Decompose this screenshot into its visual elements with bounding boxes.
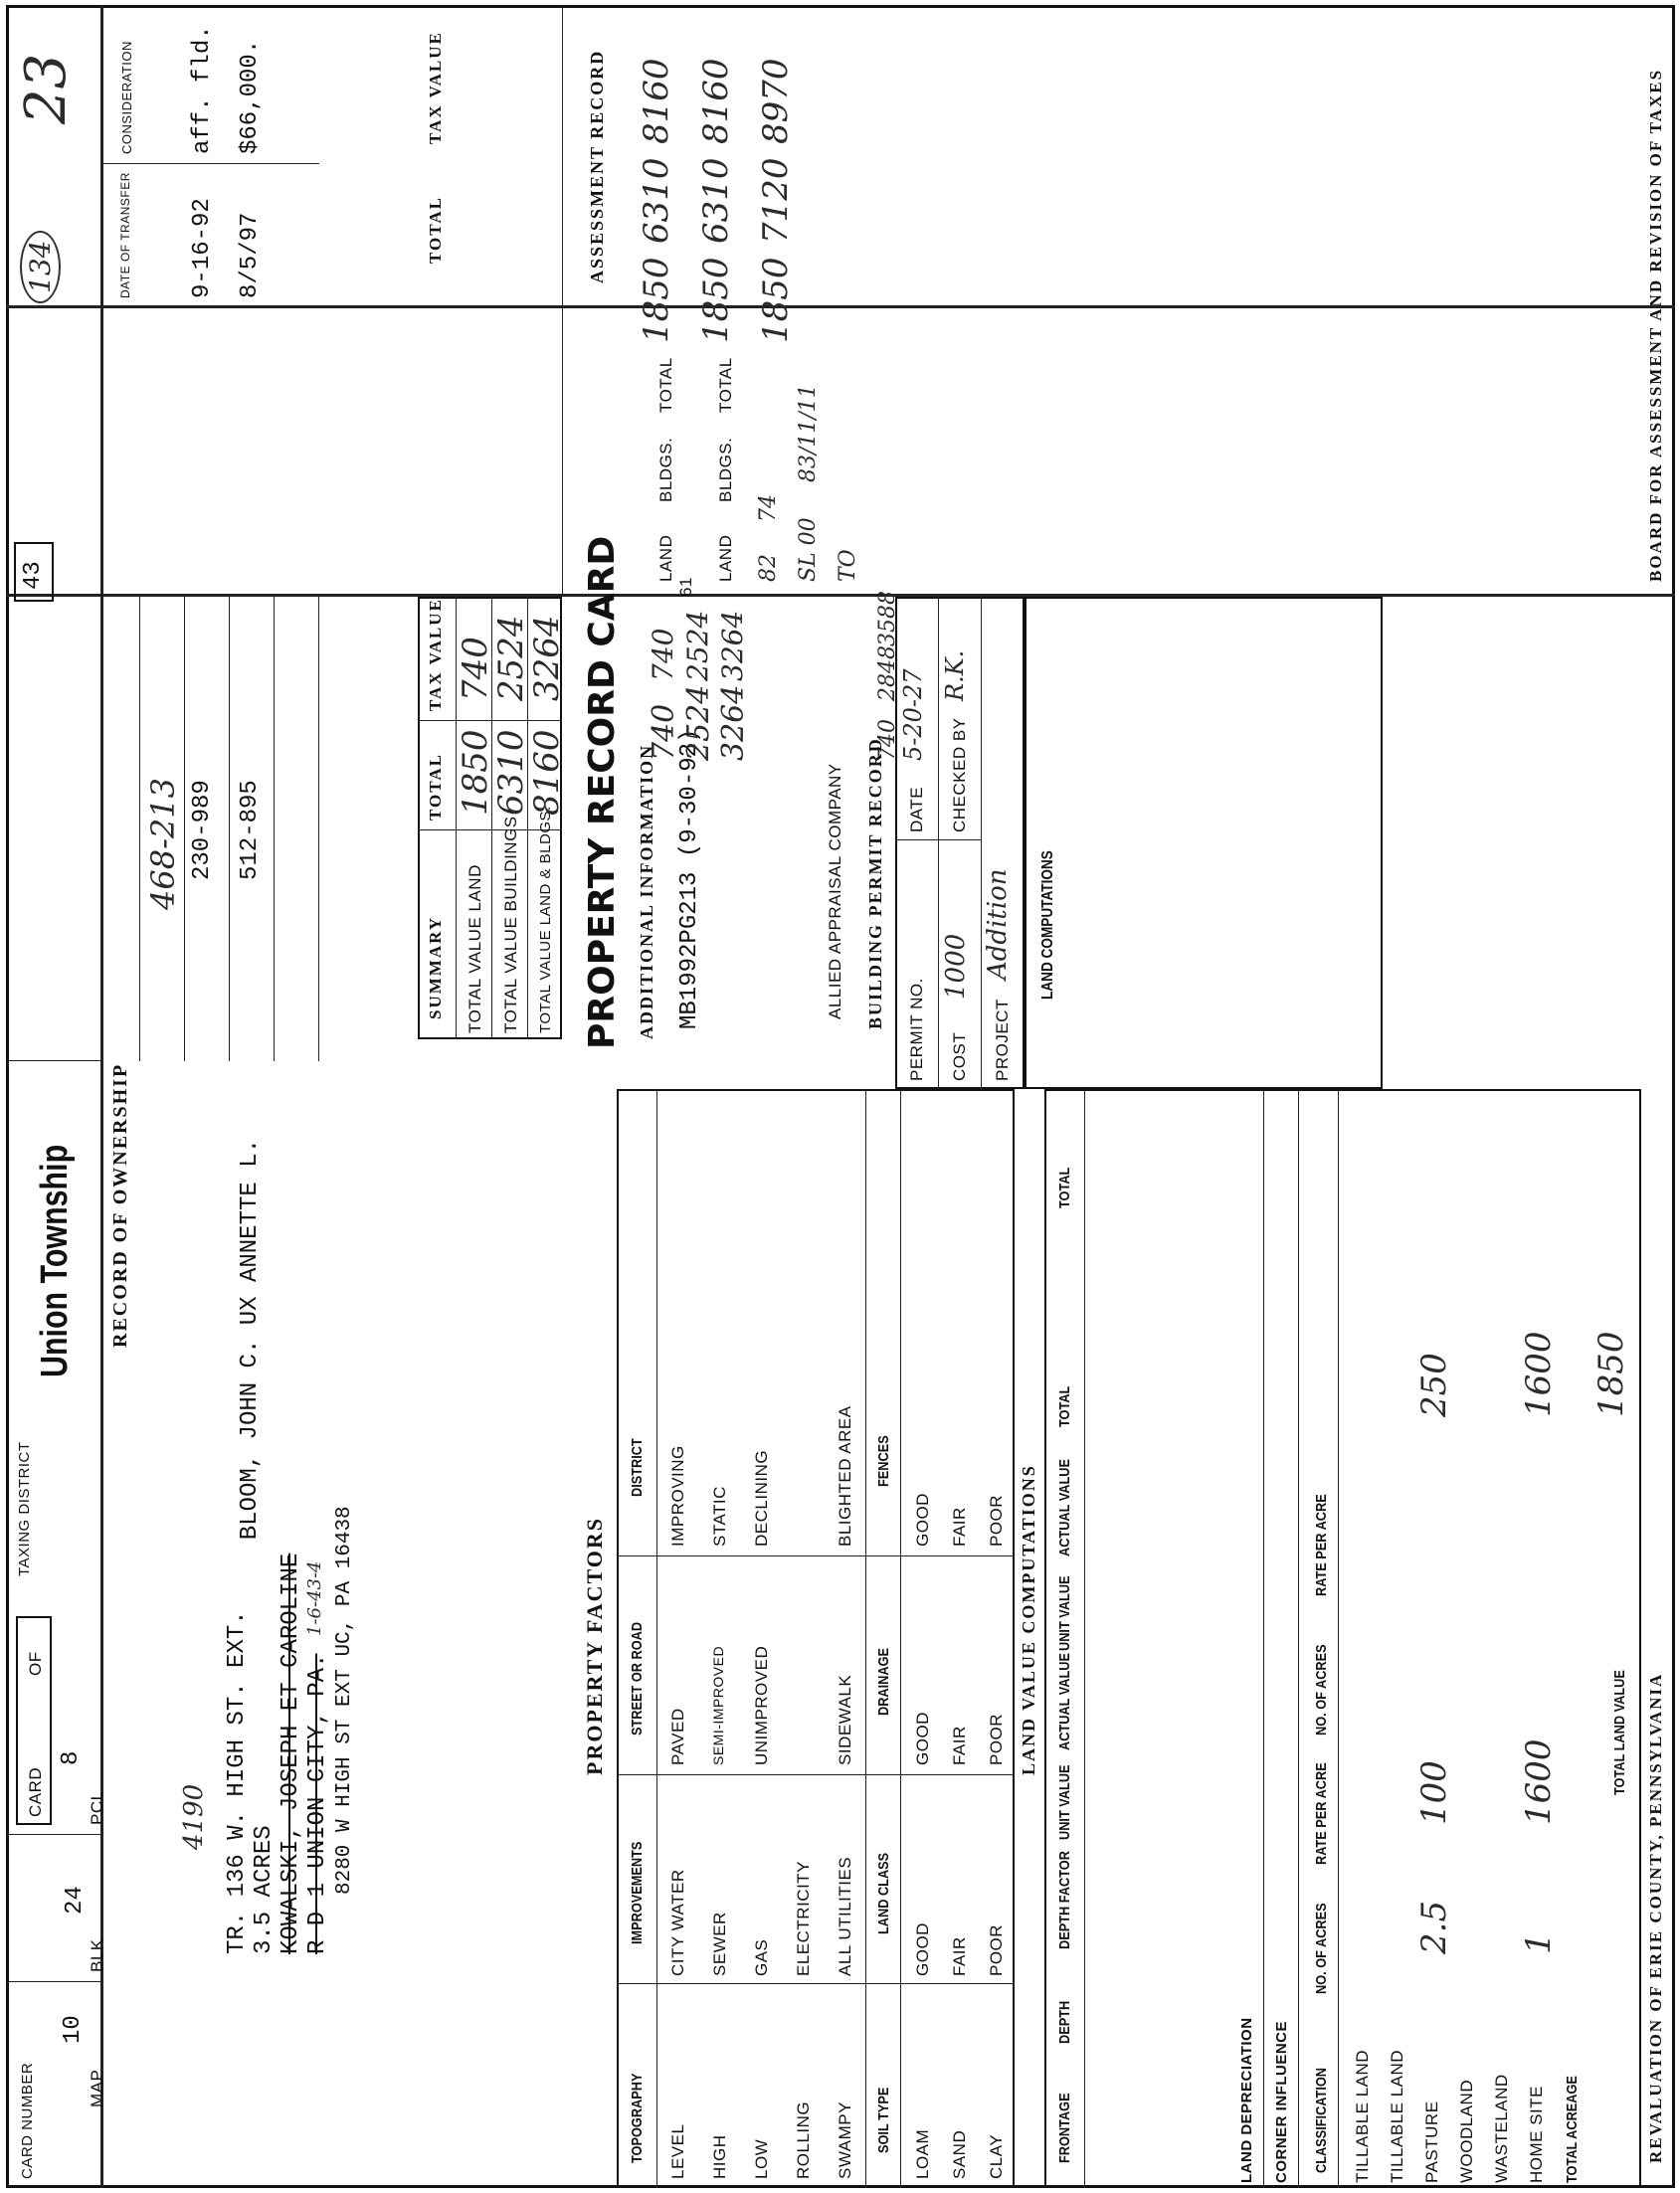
rule [865,1089,866,2188]
lv-col-depth-factor: DEPTH FACTOR [1056,1851,1073,1949]
pcl-value: 8 [58,1750,85,1765]
ownership-date-3: 8/5/97 [237,212,264,298]
topo-rolling: ROLLING [794,2101,813,2179]
owner-line-2: 3.5 ACRES [251,1825,278,1954]
assess-label-total: TOTAL [716,357,735,413]
pc-tax-1: 740 [647,703,681,761]
lv-col-unit-value-2: UNIT VALUE [1056,1575,1073,1651]
right-tax-label: TAX VALUE [426,31,445,144]
assess-year-note-1: 82 [756,554,781,582]
pasture-total: 250 [1414,1353,1454,1417]
soil-type-label: SOIL TYPE [875,2087,892,2153]
pc-tax-6: 3264 [716,610,749,681]
rule [100,163,319,164]
permit-title: BUILDING PERMIT RECORD [865,737,885,1029]
ownership-date-2: 9-16-92 [189,198,216,298]
ownership-ref-3: 512-895 [237,780,264,880]
land-value-table [1044,1089,1641,2188]
lv-col-actual-value: ACTUAL VALUE [1056,1653,1073,1750]
property-record-card-title: PROPERTY RECORD CARD [582,535,623,1049]
permit-date-value: 5-20-27 [899,668,927,761]
home-rate: 1600 [1519,1738,1559,1825]
owner-line-3: KOWALSKI, JOSEPH ET CAROLINE [278,1553,304,1954]
district-improving: IMPROVING [668,1445,687,1547]
owner-line-4: R D 1 UNION CITY, PA. [304,1653,331,1954]
drainage-fair: FAIR [950,1726,969,1765]
col-improvements: IMPROVEMENTS [629,1841,646,1944]
rule [1263,1089,1264,2188]
summary-row-label-3: TOTAL VALUE LAND & BLDGS. [537,806,554,1033]
property-factors-title: PROPERTY FACTORS [582,1516,607,1775]
impr-city-water: CITY WATER [668,1869,687,1976]
assess-value-2: 6310 [637,157,676,244]
class-wasteland: WASTELAND [1492,2074,1511,2183]
district-static: STATIC [710,1486,729,1547]
lv-col-total-2: TOTAL [1056,1167,1073,1208]
property-factors-table [617,1089,1015,2188]
card-badge: 43 [20,561,47,590]
assess-value-3: 8160 [637,58,676,144]
permit-project-value: Addition [983,868,1013,980]
soil-sand: SAND [950,2129,969,2179]
rule [562,5,563,597]
lv-col-unit-value: UNIT VALUE [1056,1764,1073,1840]
owner-line-5: 8280 W HIGH ST EXT UC, PA 16438 [333,1506,356,1895]
class-col-rate-2: RATE PER ACRE [1313,1494,1330,1596]
rule [895,839,981,840]
assess-label-bldgs: BLDGS. [656,437,675,502]
col-district: DISTRICT [629,1438,646,1497]
rule [617,1983,1015,1984]
handwritten-card-number: 23 [14,53,79,124]
assess-value-8: 7120 [756,157,796,244]
map-label: MAP [88,2069,106,2107]
street-unimproved: UNIMPROVED [752,1645,771,1765]
summary-total-label: TOTAL [426,753,445,821]
assess-label-bldgs: BLDGS. [716,437,735,502]
summary-total-2: 6310 [491,729,531,816]
pcl-label: PCL [88,1790,106,1825]
circled-number: 134 [20,231,61,303]
drainage-good: GOOD [913,1712,932,1765]
consideration-label: CONSIDERATION [119,41,134,154]
summary-row-label-2: TOTAL VALUE BUILDINGS [501,816,520,1033]
rule [1298,1089,1299,2188]
col-topography: TOPOGRAPHY [629,2073,646,2163]
permit-cost-label: COST [950,1031,969,1081]
rule [617,1774,1015,1775]
assess-value-6: 8160 [696,58,736,144]
assessment-divider [6,594,1675,597]
rule [418,720,562,721]
class-col-rate: RATE PER ACRE [1313,1762,1330,1865]
header-rule [100,5,103,2188]
fences-poor: POOR [987,1494,1006,1547]
topo-low: LOW [752,2138,771,2179]
assess-year-note-4: 83/11/11 [796,384,821,482]
landclass-fair: FAIR [950,1936,969,1976]
assess-year-note-2: 74 [756,494,781,522]
land-computations-title: LAND COMPUTATIONS [1039,850,1056,1000]
permit-no-label: PERMIT NO. [907,978,926,1081]
assess-value-5: 6310 [696,157,736,244]
rule [318,597,319,1061]
rule [617,1555,1015,1556]
pc-tax-2: 2524 [681,684,716,761]
assess-value-1: 1850 [637,257,676,343]
permit-checked-label: CHECKED BY [950,717,969,832]
rule [1084,1089,1085,2188]
hand-note-top: 4190 [179,1783,209,1850]
home-total: 1600 [1519,1331,1559,1417]
rule [274,597,275,1061]
assess-year-prefix: 61 [676,577,695,597]
rule [1338,1089,1339,2188]
appraiser-name: ALLIED APPRAISAL COMPANY [826,763,844,1019]
summary-tax-label: TAX VALUE [426,598,445,711]
pc-tax-3: 3264 [716,684,751,761]
rule [229,597,230,1061]
street-semi: SEMI-IMPROVED [710,1645,726,1765]
fences-fair: FAIR [950,1507,969,1547]
ownership-consideration-3: $66,000. [237,39,264,154]
street-paved: PAVED [668,1708,687,1765]
additional-info-title: ADDITIONAL INFORMATION [637,743,656,1039]
permit-checked-value: R.K. [941,649,969,701]
pasture-rate: 100 [1414,1760,1454,1825]
owner-line-1: TR. 136 W. HIGH ST. EXT. [224,1610,251,1954]
class-tillable-1: TILLABLE LAND [1353,2049,1372,2183]
land-depreciation-label: LAND DEPRECIATION [1238,2017,1255,2183]
rule [184,597,185,1061]
impr-electricity: ELECTRICITY [794,1860,813,1976]
street-sidewalk: SIDEWALK [836,1674,854,1765]
landclass-good: GOOD [913,1922,932,1976]
assess-value-7: 1850 [756,257,796,343]
land-computations-box [1025,597,1383,1089]
rule [981,597,982,1089]
pc-tax-9: 3588 [875,591,900,646]
footer-right: BOARD FOR ASSESSMENT AND REVISION OF TAXES [1646,68,1665,582]
card-number-label: CARD NUMBER [19,2062,36,2179]
assess-label-land: LAND [656,534,675,582]
ownership-ref-1: 468-213 [144,778,182,910]
corner-influence-label: CORNER INFLUENCE [1273,2020,1290,2183]
summary-tax-2: 2524 [491,615,531,701]
topo-level: LEVEL [668,2123,687,2179]
class-pasture: PASTURE [1422,2101,1441,2183]
right-column-divider [6,305,1675,308]
header-sep [6,1834,100,1835]
summary-row-label-1: TOTAL VALUE LAND [466,864,484,1033]
permit-date-label: DATE [907,786,926,832]
pasture-acres: 2.5 [1414,1900,1454,1954]
additional-info-line: MB1992PG213 (9-30-92) [676,728,703,1029]
fences-good: GOOD [913,1493,932,1547]
date-of-transfer-label: DATE OF TRANSFER [118,172,132,298]
of-label: OF [26,1651,45,1676]
header-sep [6,1981,100,1982]
header-sep [6,1060,100,1061]
assess-label-land: LAND [716,534,735,582]
footer-left: REVALUATION OF ERIE COUNTY, PENNSYLVANIA [1646,1672,1665,2163]
summary-tax-1: 740 [456,637,495,701]
lv-col-depth: DEPTH [1056,2000,1073,2044]
right-total-label: TOTAL [426,196,445,264]
map-value: 10 [60,2015,87,2044]
soil-loam: LOAM [913,2128,932,2179]
class-col-acres: NO. OF ACRES [1313,1903,1330,1994]
assess-value-4: 1850 [696,257,736,343]
drainage-label: DRAINAGE [875,1647,892,1716]
district-blighted: BLIGHTED AREA [836,1405,854,1547]
ownership-title: RECORD OF OWNERSHIP [109,1062,131,1348]
impr-all-utilities: ALL UTILITIES [836,1856,854,1976]
topo-high: HIGH [710,2134,729,2179]
class-home-site: HOME SITE [1527,2085,1546,2183]
impr-sewer: SEWER [710,1912,729,1976]
class-col-classification: CLASSIFICATION [1313,2067,1330,2173]
card-label: CARD [26,1766,45,1817]
permit-cost-value: 1000 [941,933,971,1000]
taxing-district-label: TAXING DISTRICT [16,1441,33,1576]
pc-tax-5: 2524 [681,610,714,681]
lv-col-total: TOTAL [1056,1385,1073,1427]
permit-project-label: PROJECT [993,999,1012,1081]
ownership-name-3: BLOOM, JOHN C. UX ANNETTE L. [237,1139,264,1541]
col-street: STREET OR ROAD [629,1621,646,1736]
class-woodland: WOODLAND [1457,2079,1476,2183]
assess-year-note-3: SL 00 [796,517,821,582]
impr-gas: GAS [752,1938,771,1976]
district-declining: DECLINING [752,1449,771,1547]
landclass-poor: POOR [987,1923,1006,1976]
grand-total: 1850 [1591,1331,1631,1417]
soil-clay: CLAY [987,2133,1006,2179]
rule [656,1089,657,2188]
pc-tax-4: 740 [647,628,679,681]
township-title: Union Township [34,1144,76,1377]
assess-year-note-5: TO [836,549,860,582]
drainage-poor: POOR [987,1713,1006,1765]
blk-label: BLK [88,1938,106,1972]
class-col-acres-2: NO. OF ACRES [1313,1644,1330,1736]
ownership-consideration-2: aff. fld. [189,25,216,154]
assessment-title: ASSESSMENT RECORD [587,49,607,283]
summary-tax-3: 3264 [527,615,567,701]
land-value-title: LAND VALUE COMPUTATIONS [1019,1464,1038,1775]
rule [900,1089,901,2188]
rule [938,597,939,1089]
hand-note-date: 1-6-43-4 [304,1560,325,1636]
land-class-label: LAND CLASS [875,1852,892,1934]
pc-tax-7: 740 [875,719,900,761]
pc-tax-8: 2848 [875,645,900,701]
blk-value: 24 [62,1886,89,1915]
summary-total-1: 1850 [456,729,495,816]
ownership-ref-2: 230-989 [189,780,216,880]
assess-label-total: TOTAL [656,357,675,413]
lv-col-actual-value-2: ACTUAL VALUE [1056,1459,1073,1556]
total-acreage-label: TOTAL ACREAGE [1564,2076,1581,2183]
home-acres: 1 [1519,1932,1559,1954]
lv-col-frontage: FRONTAGE [1056,2093,1073,2163]
rule [139,597,140,1061]
fences-label: FENCES [875,1435,892,1487]
class-tillable-2: TILLABLE LAND [1388,2049,1406,2183]
topo-swampy: SWAMPY [836,2102,854,2179]
assess-value-9: 8970 [756,58,796,144]
total-land-value-label: TOTAL LAND VALUE [1611,1670,1628,1795]
summary-total-3: 8160 [527,729,567,816]
summary-title: SUMMARY [426,915,445,1019]
